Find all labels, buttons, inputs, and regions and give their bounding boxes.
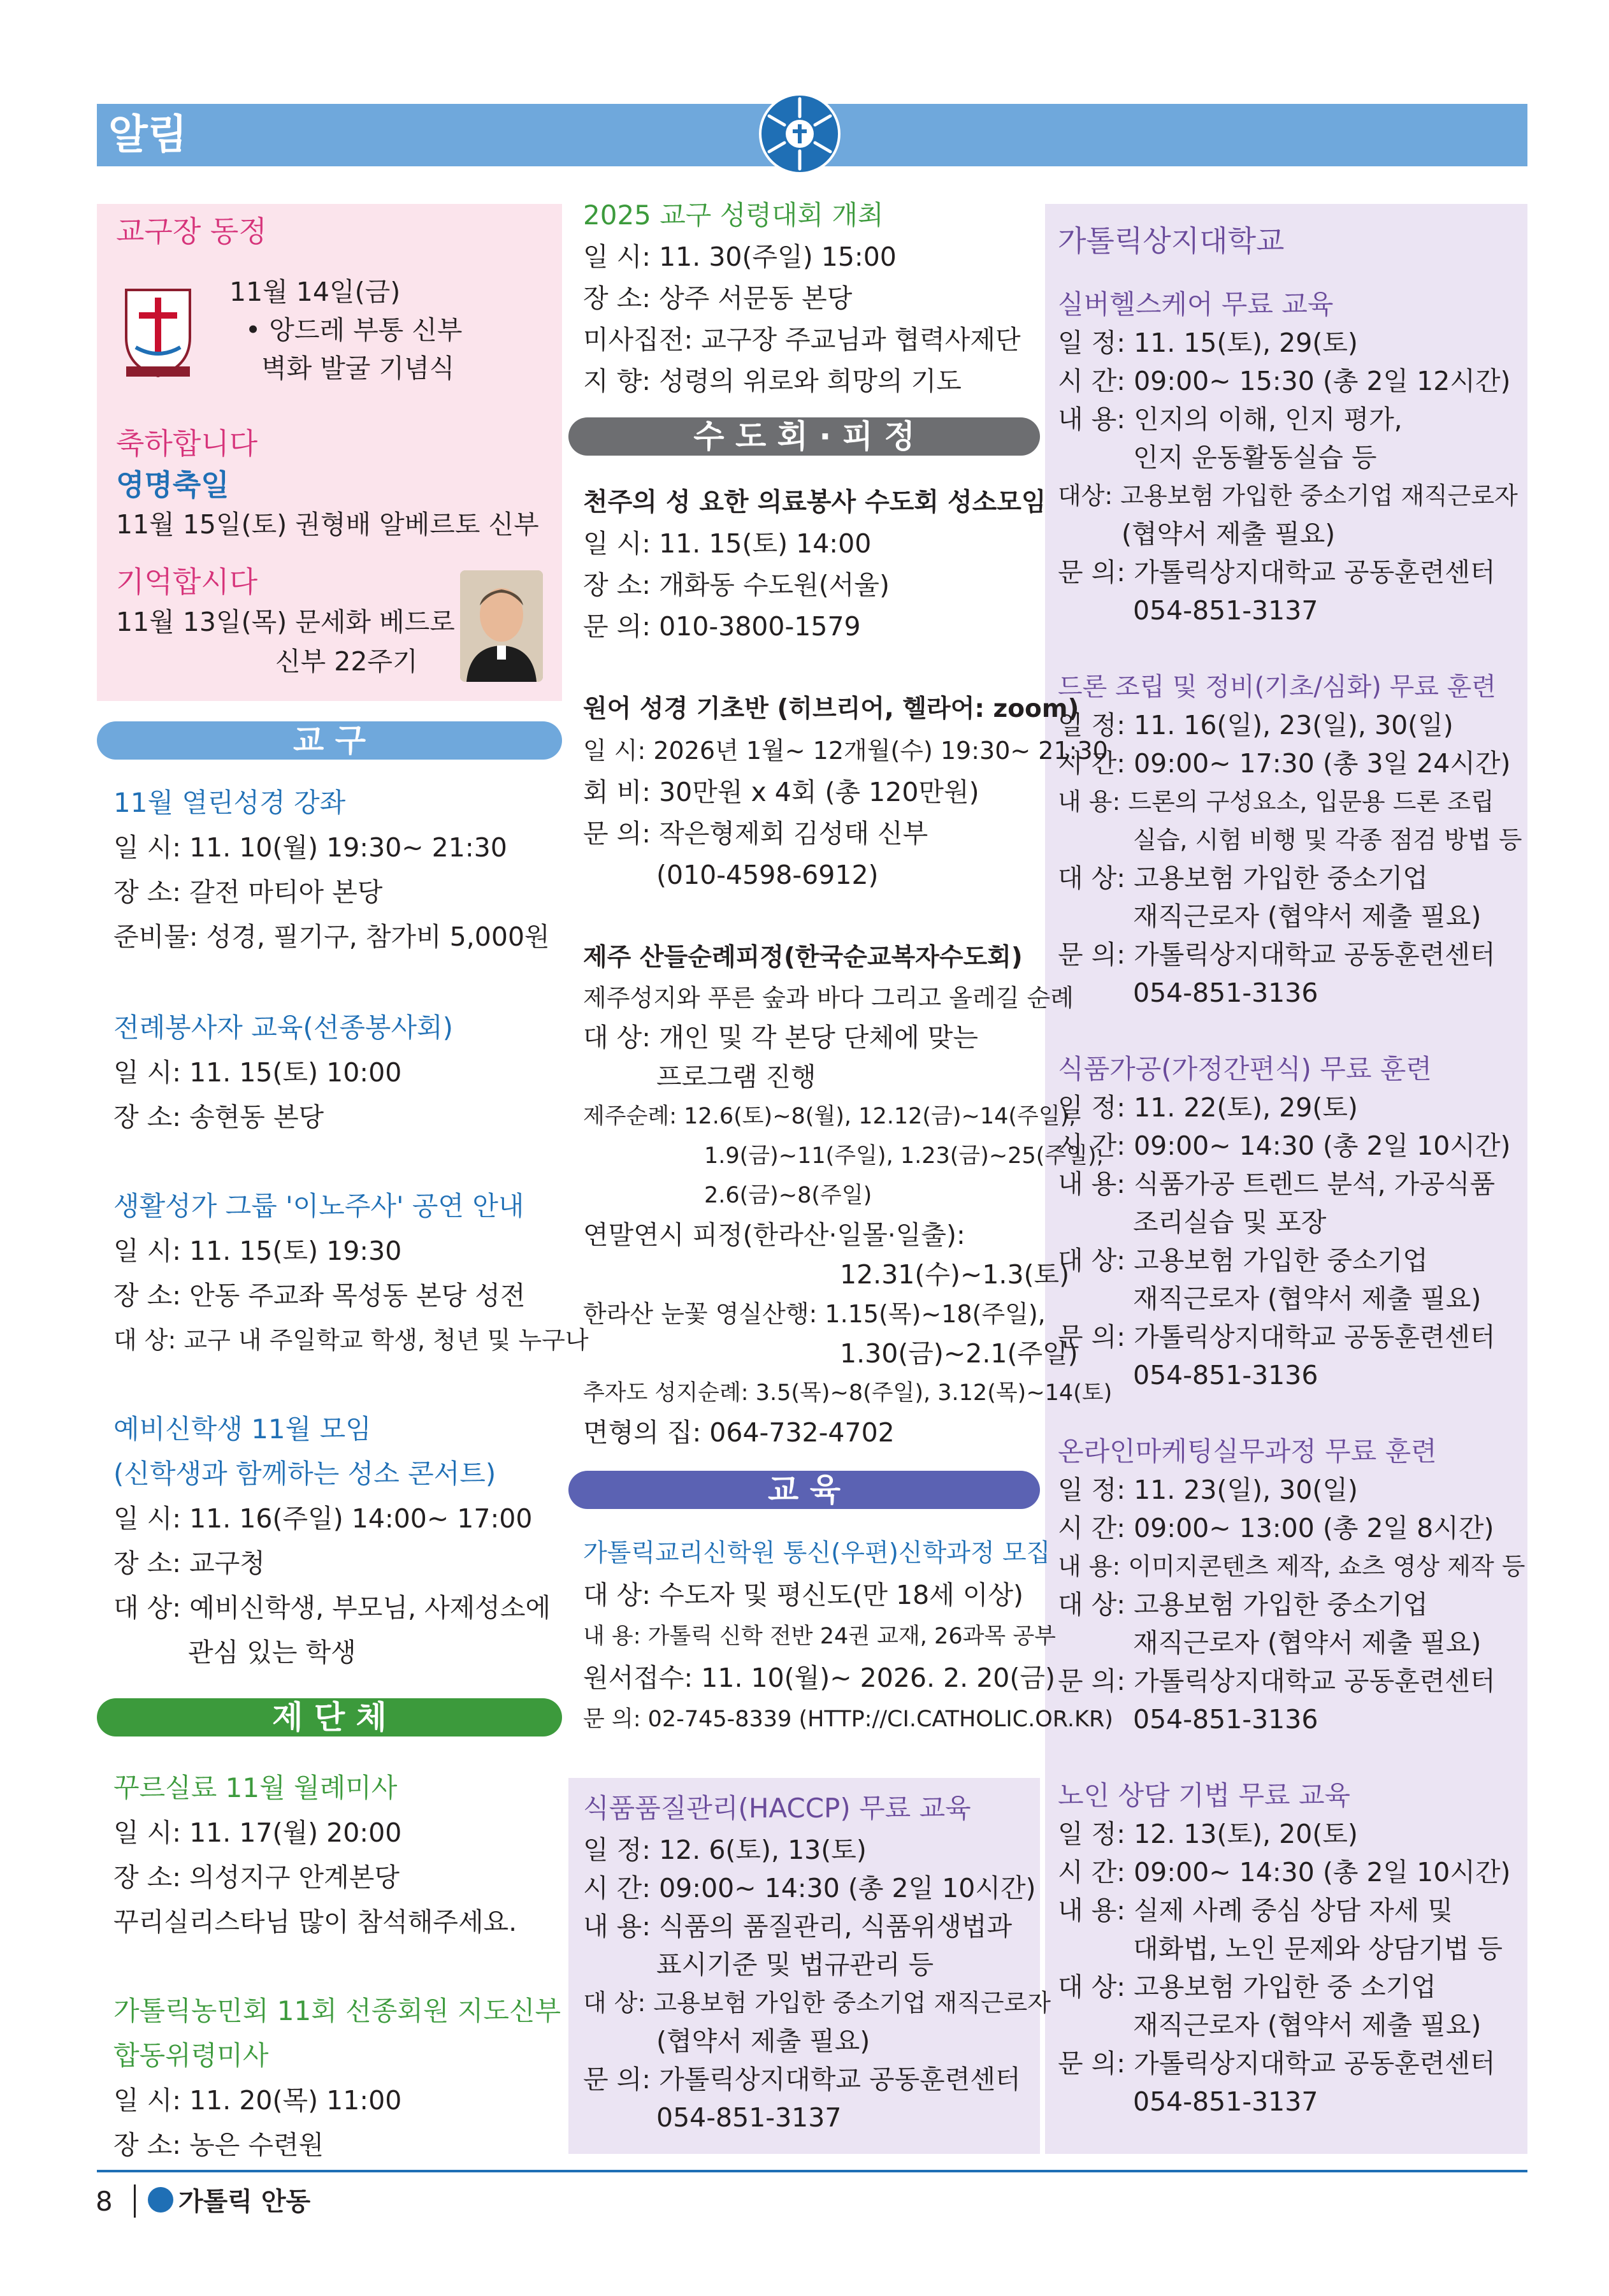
congrats-title: 축하합니다 bbox=[116, 426, 258, 461]
bishop-event-line1: • 앙드레 부통 신부 bbox=[245, 315, 463, 345]
lang-title: 원어 성경 기초반 (히브리어, 헬라어: zoom) bbox=[583, 695, 1079, 723]
silver-line1: 일 정: 11. 15(토), 29(토) bbox=[1058, 328, 1358, 358]
seminary-title1: 예비신학생 11월 모임 bbox=[113, 1413, 372, 1445]
lang-line2: 회 비: 30만원 x 4회 (총 120만원) bbox=[583, 777, 979, 807]
farmers-line2: 장 소: 농은 수련원 bbox=[113, 2130, 324, 2160]
footer-separator bbox=[134, 2184, 136, 2218]
drone-line3: 내 용: 드론의 구성요소, 입문용 드론 조립 bbox=[1058, 788, 1494, 816]
lang-line4: (010-4598-6912) bbox=[656, 860, 879, 890]
lang-line3: 문 의: 작은형제회 김성태 신부 bbox=[583, 818, 928, 849]
priest-photo bbox=[460, 570, 543, 682]
food-line1: 일 정: 11. 22(토), 29(토) bbox=[1058, 1092, 1358, 1123]
food-line6: 재직근로자 (협약서 제출 필요) bbox=[1133, 1283, 1482, 1314]
diocese-crest-icon bbox=[120, 277, 196, 379]
silver-line3: 내 용: 인지의 이해, 인지 평가, bbox=[1058, 404, 1403, 435]
spirit-line3: 미사집전: 교구장 주교님과 협력사제단 bbox=[583, 324, 1021, 355]
haccp-line8: 054-851-3137 bbox=[656, 2102, 842, 2133]
spirit-line4: 지 향: 성령의 위로와 희망의 기도 bbox=[583, 366, 962, 396]
catechism-line1: 대 상: 수도자 및 평신도(만 18세 이상) bbox=[583, 1580, 1024, 1610]
online-line2: 시 간: 09:00~ 13:00 (총 2일 8시간) bbox=[1058, 1513, 1494, 1543]
catechism-title: 가톨릭교리신학원 통신(우편)신학과정 모집 bbox=[583, 1539, 1051, 1568]
section-edu-pill: 교 육 bbox=[568, 1471, 1040, 1509]
spirit-title: 2025 교구 성령대회 개최 bbox=[583, 199, 884, 231]
bishop-event-line2: 벽화 발굴 기념식 bbox=[261, 353, 455, 384]
bishop-date: 11월 14일(금) bbox=[229, 277, 401, 307]
farmers-line1: 일 시: 11. 20(목) 11:00 bbox=[113, 2085, 402, 2116]
elder-line3: 내 용: 실제 사례 중심 상담 자세 및 bbox=[1058, 1895, 1453, 1926]
elder-line5: 대 상: 고용보험 가입한 중 소기업 bbox=[1058, 1972, 1436, 2002]
john-line3: 문 의: 010-3800-1579 bbox=[583, 611, 861, 642]
brand-logo-icon bbox=[148, 2187, 173, 2213]
spirit-line2: 장 소: 상주 서문동 본당 bbox=[583, 283, 853, 314]
seminary-line1: 일 시: 11. 16(주일) 14:00~ 17:00 bbox=[113, 1503, 533, 1534]
university-header: 가톨릭상지대학교 bbox=[1058, 224, 1285, 258]
seminary-line4: 관심 있는 학생 bbox=[188, 1637, 356, 1668]
remember-line1: 11월 13일(목) 문세화 베드로 bbox=[116, 607, 455, 637]
haccp-line2: 시 간: 09:00~ 14:30 (총 2일 10시간) bbox=[583, 1873, 1036, 1903]
haccp-line4: 표시기준 및 법규관리 등 bbox=[656, 1949, 934, 1980]
jeju-line4: 제주순례: 12.6(토)~8(월), 12.12(금)~14(주일), bbox=[583, 1104, 1076, 1129]
drone-line2: 시 간: 09:00~ 17:30 (총 3일 24시간) bbox=[1058, 748, 1511, 779]
footer-brand: 가톨릭 안동 bbox=[178, 2187, 311, 2216]
cursillo-title: 꾸르실료 11월 월례미사 bbox=[113, 1772, 398, 1803]
john-title: 천주의 성 요한 의료봉사 수도회 성소모임 bbox=[583, 487, 1046, 517]
silver-line6: (협약서 제출 필요) bbox=[1122, 519, 1336, 549]
congrats-subtitle: 영명축일 bbox=[116, 468, 229, 502]
section-diocese-pill: 교 구 bbox=[97, 721, 562, 760]
liturgy-line1: 일 시: 11. 15(토) 10:00 bbox=[113, 1057, 402, 1088]
elder-line6: 재직근로자 (협약서 제출 필요) bbox=[1133, 2010, 1482, 2040]
person-portrait-icon bbox=[460, 570, 543, 682]
online-line7: 054-851-3136 bbox=[1133, 1704, 1318, 1735]
jeju-line12: 면형의 집: 064-732-4702 bbox=[583, 1417, 895, 1448]
jeju-line3: 프로그램 진행 bbox=[656, 1062, 816, 1092]
food-line8: 054-851-3136 bbox=[1133, 1360, 1318, 1390]
online-title: 온라인마케팅실무과정 무료 훈련 bbox=[1058, 1436, 1437, 1467]
catechism-line2: 내 용: 가톨릭 신학 전반 24권 교재, 26과목 공부 bbox=[583, 1624, 1056, 1649]
snowflake-cross-icon bbox=[758, 92, 841, 175]
food-line2: 시 간: 09:00~ 14:30 (총 2일 10시간) bbox=[1058, 1130, 1511, 1161]
jeju-line6: 2.6(금)~8(주일) bbox=[704, 1183, 872, 1208]
jeju-title: 제주 산들순례피정(한국순교복자수도회) bbox=[583, 943, 1023, 972]
john-line1: 일 시: 11. 15(토) 14:00 bbox=[583, 528, 872, 559]
seminary-line2: 장 소: 교구청 bbox=[113, 1548, 265, 1578]
concert-line1: 일 시: 11. 15(토) 19:30 bbox=[113, 1236, 402, 1266]
jeju-line2: 대 상: 개인 및 각 본당 단체에 맞는 bbox=[583, 1022, 978, 1053]
drone-line5: 대 상: 고용보험 가입한 중소기업 bbox=[1058, 863, 1428, 893]
silver-line5: 대상: 고용보험 가입한 중소기업 재직근로자 bbox=[1058, 482, 1518, 510]
drone-line1: 일 정: 11. 16(일), 23(일), 30(일) bbox=[1058, 710, 1454, 740]
bishop-title: 교구장 동정 bbox=[116, 214, 267, 249]
elder-line7: 문 의: 가톨릭상지대학교 공동훈련센터 bbox=[1058, 2048, 1496, 2079]
food-line4: 조리실습 및 포장 bbox=[1133, 1207, 1327, 1238]
elder-line2: 시 간: 09:00~ 14:30 (총 2일 10시간) bbox=[1058, 1857, 1511, 1888]
food-line7: 문 의: 가톨릭상지대학교 공동훈련센터 bbox=[1058, 1322, 1496, 1352]
concert-title: 생활성가 그룹 '이노주사' 공연 안내 bbox=[113, 1190, 524, 1222]
haccp-line5: 대 상: 고용보험 가입한 중소기업 재직근로자 bbox=[583, 1989, 1051, 2017]
congrats-text: 11월 15일(토) 권형배 알베르토 신부 bbox=[116, 509, 539, 540]
drone-line8: 054-851-3136 bbox=[1133, 978, 1318, 1008]
farmers-title1: 가톨릭농민회 11회 선종회원 지도신부 bbox=[113, 1995, 561, 2026]
food-line3: 내 용: 식품가공 트렌드 분석, 가공식품 bbox=[1058, 1169, 1496, 1199]
jeju-line11: 추자도 성지순례: 3.5(목)~8(주일), 3.12(목)~14(토) bbox=[583, 1380, 1113, 1406]
elder-line1: 일 정: 12. 13(토), 20(토) bbox=[1058, 1819, 1358, 1849]
jeju-line5: 1.9(금)~11(주일), 1.23(금)~25(주일), bbox=[704, 1143, 1104, 1169]
concert-line2: 장 소: 안동 주교좌 목성동 본당 성전 bbox=[113, 1280, 526, 1311]
elder-line8: 054-851-3137 bbox=[1133, 2086, 1318, 2117]
silver-line4: 인지 운동활동실습 등 bbox=[1133, 442, 1377, 473]
food-title: 식품가공(가정간편식) 무료 훈련 bbox=[1058, 1053, 1432, 1085]
spirit-line1: 일 시: 11. 30(주일) 15:00 bbox=[583, 242, 897, 272]
jeju-line1: 제주성지와 푸른 숲과 바다 그리고 올레길 순례 bbox=[583, 984, 1074, 1012]
food-line5: 대 상: 고용보험 가입한 중소기업 bbox=[1058, 1245, 1428, 1276]
page-title: 알림 bbox=[108, 112, 187, 159]
drone-line4: 실습, 시험 비행 및 각종 점검 방법 등 bbox=[1133, 826, 1522, 854]
lang-line1: 일 시: 2026년 1월~ 12개월(수) 19:30~ 21:30 bbox=[583, 737, 1108, 765]
cursillo-line2: 장 소: 의성지구 안계본당 bbox=[113, 1862, 400, 1893]
drone-title: 드론 조립 및 정비(기초/심화) 무료 훈련 bbox=[1058, 672, 1496, 702]
liturgy-line2: 장 소: 송현동 본당 bbox=[113, 1102, 324, 1132]
cursillo-line1: 일 시: 11. 17(월) 20:00 bbox=[113, 1817, 402, 1848]
jeju-line7: 연말연시 피정(한라산·일몰·일출): bbox=[583, 1220, 965, 1250]
concert-line3: 대 상: 교구 내 주일학교 학생, 청년 및 누구나 bbox=[113, 1326, 589, 1354]
cursillo-line3: 꾸리실리스타님 많이 참석해주세요. bbox=[113, 1907, 517, 1937]
elder-title: 노인 상담 기법 무료 교육 bbox=[1058, 1780, 1351, 1811]
catechism-line4: 문 의: 02-745-8339 (HTTP://CI.CATHOLIC.OR.KR) bbox=[583, 1707, 1113, 1732]
farmers-title2: 합동위령미사 bbox=[113, 2040, 269, 2071]
online-line1: 일 정: 11. 23(일), 30(일) bbox=[1058, 1475, 1358, 1505]
seminary-line3: 대 상: 예비신학생, 부모님, 사제성소에 bbox=[113, 1592, 551, 1623]
haccp-line7: 문 의: 가톨릭상지대학교 공동훈련센터 bbox=[583, 2064, 1021, 2095]
bible-line2: 장 소: 갈전 마티아 본당 bbox=[113, 877, 383, 907]
elder-line4: 대화법, 노인 문제와 상담기법 등 bbox=[1133, 1933, 1503, 1964]
haccp-line6: (협약서 제출 필요) bbox=[656, 2026, 870, 2056]
drone-line7: 문 의: 가톨릭상지대학교 공동훈련센터 bbox=[1058, 939, 1496, 970]
liturgy-title: 전례봉사자 교육(선종봉사회) bbox=[113, 1012, 453, 1043]
haccp-line3: 내 용: 식품의 품질관리, 식품위생법과 bbox=[583, 1911, 1013, 1942]
page-number: 8 bbox=[96, 2186, 113, 2217]
jeju-line9: 한라산 눈꽃 영실산행: 1.15(목)~18(주일), bbox=[583, 1300, 1046, 1328]
bible-line1: 일 시: 11. 10(월) 19:30~ 21:30 bbox=[113, 832, 507, 863]
drone-line6: 재직근로자 (협약서 제출 필요) bbox=[1133, 901, 1482, 932]
remember-line2: 신부 22주기 bbox=[275, 646, 418, 677]
remember-title: 기억합시다 bbox=[116, 565, 258, 599]
footer-divider bbox=[97, 2170, 1527, 2172]
haccp-line1: 일 정: 12. 6(토), 13(토) bbox=[583, 1835, 867, 1865]
jeju-line10: 1.30(금)~2.1(주일) bbox=[840, 1338, 1078, 1369]
section-groups-pill: 제 단 체 bbox=[97, 1698, 562, 1736]
seminary-title2: (신학생과 함께하는 성소 콘서트) bbox=[113, 1458, 496, 1489]
silver-line2: 시 간: 09:00~ 15:30 (총 2일 12시간) bbox=[1058, 366, 1511, 396]
online-line4: 대 상: 고용보험 가입한 중소기업 bbox=[1058, 1589, 1428, 1620]
silver-line7: 문 의: 가톨릭상지대학교 공동훈련센터 bbox=[1058, 557, 1496, 588]
online-line6: 문 의: 가톨릭상지대학교 공동훈련센터 bbox=[1058, 1666, 1496, 1696]
haccp-title: 식품품질관리(HACCP) 무료 교육 bbox=[583, 1793, 971, 1824]
section-monastery-pill: 수 도 회 · 피 정 bbox=[568, 417, 1040, 456]
bible-line3: 준비물: 성경, 필기구, 참가비 5,000원 bbox=[113, 921, 550, 952]
online-line5: 재직근로자 (협약서 제출 필요) bbox=[1133, 1628, 1482, 1658]
john-line2: 장 소: 개화동 수도원(서울) bbox=[583, 570, 890, 600]
catechism-line3: 원서접수: 11. 10(월)~ 2026. 2. 20(금) bbox=[583, 1663, 1055, 1693]
online-line3: 내 용: 이미지콘텐츠 제작, 쇼츠 영상 제작 등 bbox=[1058, 1552, 1526, 1580]
bible-title: 11월 열린성경 강좌 bbox=[113, 787, 346, 818]
silver-line8: 054-851-3137 bbox=[1133, 595, 1318, 626]
jeju-line8: 12.31(수)~1.3(토) bbox=[840, 1259, 1070, 1290]
silver-title: 실버헬스케어 무료 교육 bbox=[1058, 289, 1334, 320]
